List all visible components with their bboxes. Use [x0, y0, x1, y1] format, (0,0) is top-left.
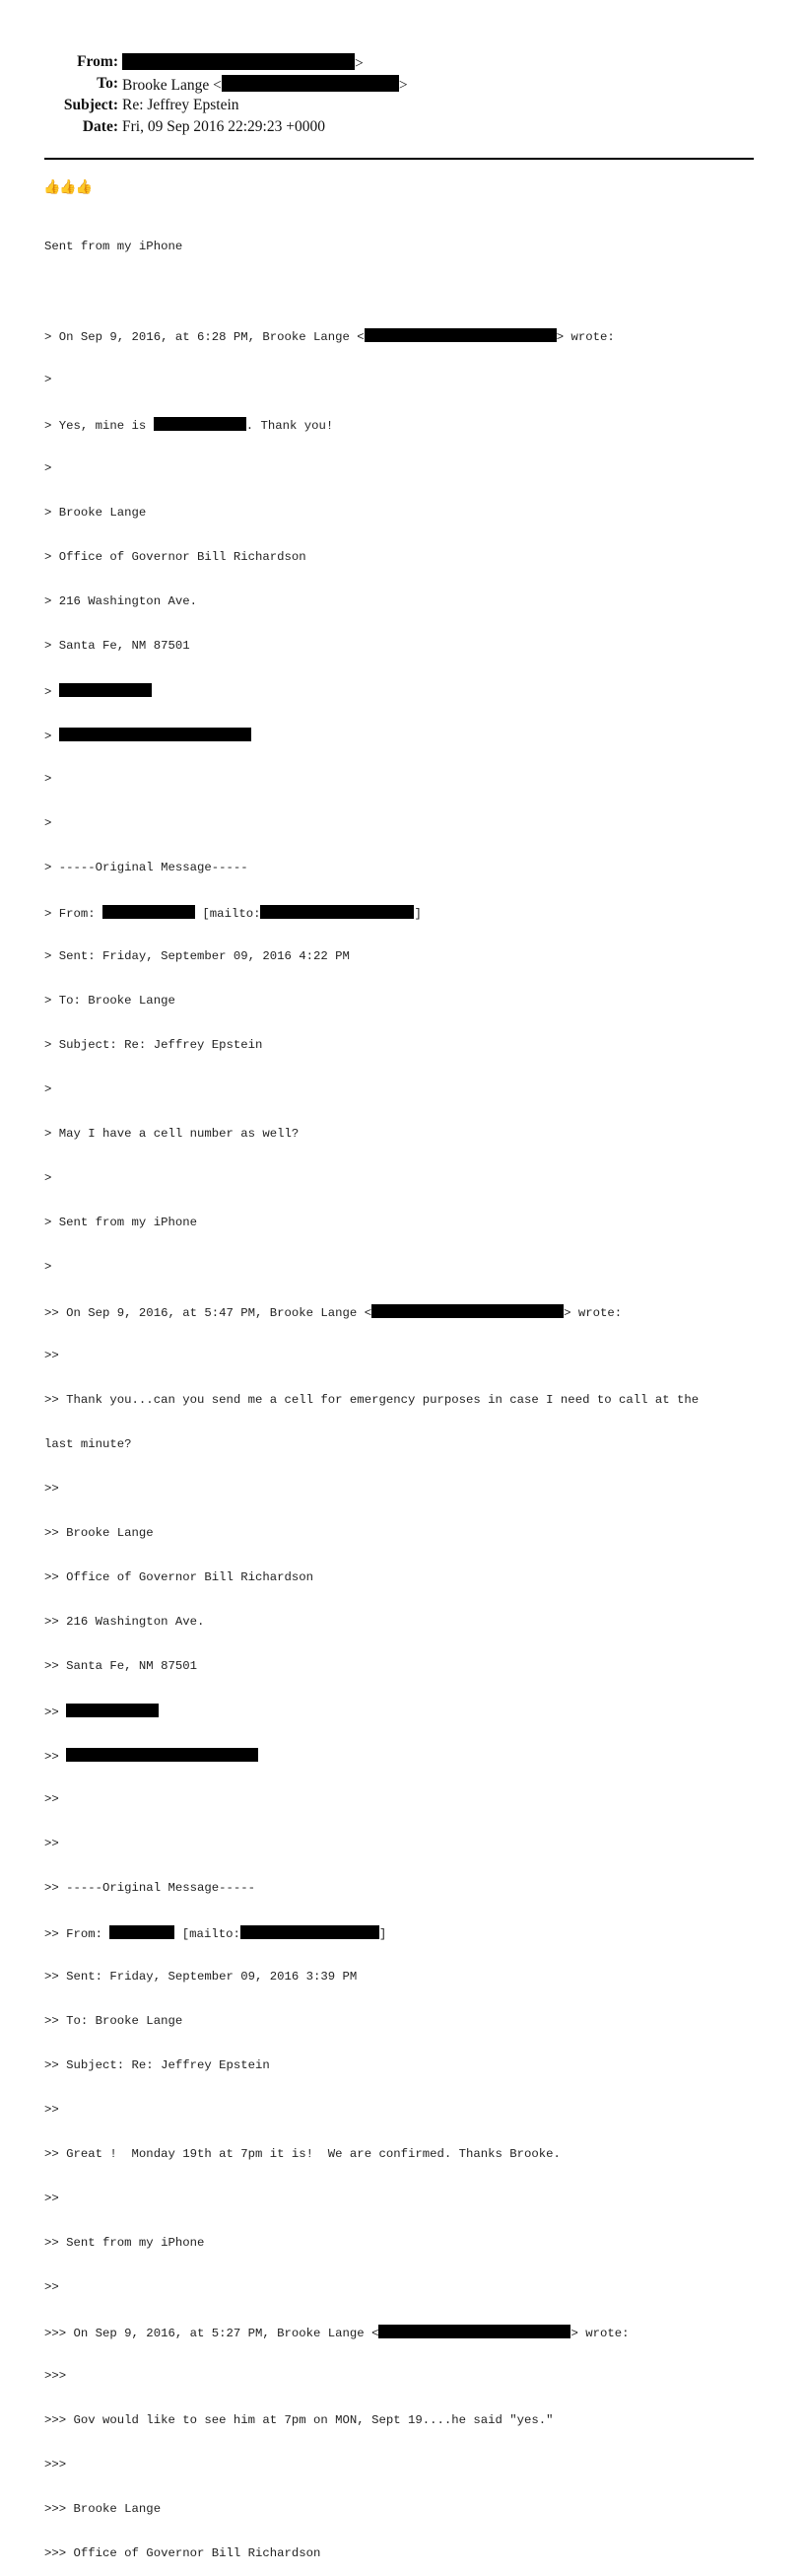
body-line: >> [44, 1482, 59, 1496]
body-line: Sent from my iPhone [44, 240, 183, 253]
body-line: >>> Office of Governor Bill Richardson [44, 2546, 321, 2560]
subject-label: Subject: [63, 97, 118, 113]
body-line: >> [44, 1748, 764, 1763]
body-line: > [44, 683, 764, 698]
body-line: > On Sep 9, 2016, at 6:28 PM, Brooke Lange < > wrote: [44, 330, 615, 344]
redaction-bar [222, 75, 399, 92]
body-line: >> Sent from my iPhone [44, 2236, 205, 2250]
to-value: Brooke Lange < > [122, 77, 408, 94]
body-line: >> Santa Fe, NM 87501 [44, 1659, 197, 1673]
redaction-bar [102, 905, 195, 919]
body-line: >> To: Brooke Lange [44, 2014, 183, 2028]
to-label: To: [97, 75, 118, 92]
body-line: last minute? [44, 1437, 132, 1451]
body-line: > From: [mailto: ] [44, 907, 422, 921]
body-line: > Brooke Lange [44, 506, 147, 520]
message-body [44, 210, 764, 2576]
redaction-bar [59, 728, 251, 741]
body-line: >> [44, 1349, 59, 1362]
body-line: >> Great ! Monday 19th at 7pm it is! We are confirmed. Thanks Brooke. [44, 2147, 561, 2161]
body-line: >> [44, 2192, 59, 2205]
body-line: >> [44, 1792, 59, 1806]
body-line: > [44, 1082, 52, 1096]
body-line: >>> Gov would like to see him at 7pm on MON, Sept 19....he said "yes." [44, 2413, 554, 2427]
body-line: > [44, 816, 52, 830]
body-line: > Yes, mine is . Thank you! [44, 419, 334, 433]
body-line: >> Brooke Lange [44, 1526, 154, 1540]
body-line: >> Sent: Friday, September 09, 2016 3:39 PM [44, 1970, 358, 1984]
redaction-bar [66, 1704, 159, 1717]
body-line: >> On Sep 9, 2016, at 5:47 PM, Brooke Lange < > wrote: [44, 1306, 623, 1320]
body-line: > Subject: Re: Jeffrey Epstein [44, 1038, 263, 1052]
body-line: > May I have a cell number as well? [44, 1127, 300, 1141]
header-divider [44, 158, 754, 160]
body-line: > [44, 772, 52, 786]
body-line: >>> On Sep 9, 2016, at 5:27 PM, Brooke Lange < > wrote: [44, 2327, 630, 2340]
body-line: > [44, 728, 764, 742]
body-line: >> [44, 2103, 59, 2117]
redaction-bar [371, 1304, 564, 1318]
body-line: >> [44, 2280, 59, 2294]
body-line: > Santa Fe, NM 87501 [44, 639, 190, 653]
body-line: > Sent from my iPhone [44, 1216, 197, 1229]
body-line: >> From: [mailto: ] [44, 1927, 387, 1941]
body-line: > 216 Washington Ave. [44, 594, 197, 608]
redaction-bar [154, 417, 246, 431]
date-value: Fri, 09 Sep 2016 22:29:23 +0000 [122, 118, 325, 135]
body-line: > -----Original Message----- [44, 861, 248, 874]
body-line: >> [44, 1704, 764, 1718]
body-line: > Office of Governor Bill Richardson [44, 550, 306, 564]
body-line: >>> Brooke Lange [44, 2502, 162, 2516]
redaction-bar [66, 1748, 258, 1762]
body-line: >>> [44, 2369, 67, 2383]
body-line: > [44, 373, 52, 386]
thumbs-up-icon: 👍👍👍 [43, 179, 93, 195]
redaction-bar [109, 1925, 174, 1939]
redaction-bar [59, 683, 152, 697]
body-line: > [44, 1260, 52, 1274]
body-line: >> -----Original Message----- [44, 1881, 256, 1895]
body-line: >> Thank you...can you send me a cell for emergency purposes in case I need to call at the [44, 1393, 700, 1407]
email-header [0, 51, 804, 170]
body-line: >>> [44, 2458, 67, 2472]
body-line: > To: Brooke Lange [44, 994, 175, 1008]
redaction-bar [260, 905, 414, 919]
body-line: >> 216 Washington Ave. [44, 1615, 205, 1629]
from-value: > [122, 53, 364, 73]
body-line: > [44, 461, 52, 475]
body-line [44, 284, 764, 299]
redaction-bar [378, 2325, 570, 2338]
redaction-bar [122, 53, 355, 70]
body-line: >> [44, 1837, 59, 1850]
redaction-bar [240, 1925, 379, 1939]
subject-value: Re: Jeffrey Epstein [122, 97, 239, 113]
from-label: From: [77, 53, 118, 70]
body-line: > [44, 1171, 52, 1185]
body-line: >> Office of Governor Bill Richardson [44, 1570, 314, 1584]
body-line: > Sent: Friday, September 09, 2016 4:22 PM [44, 949, 350, 963]
redaction-bar [365, 328, 557, 342]
date-label: Date: [82, 118, 118, 135]
body-line: >> Subject: Re: Jeffrey Epstein [44, 2058, 270, 2072]
